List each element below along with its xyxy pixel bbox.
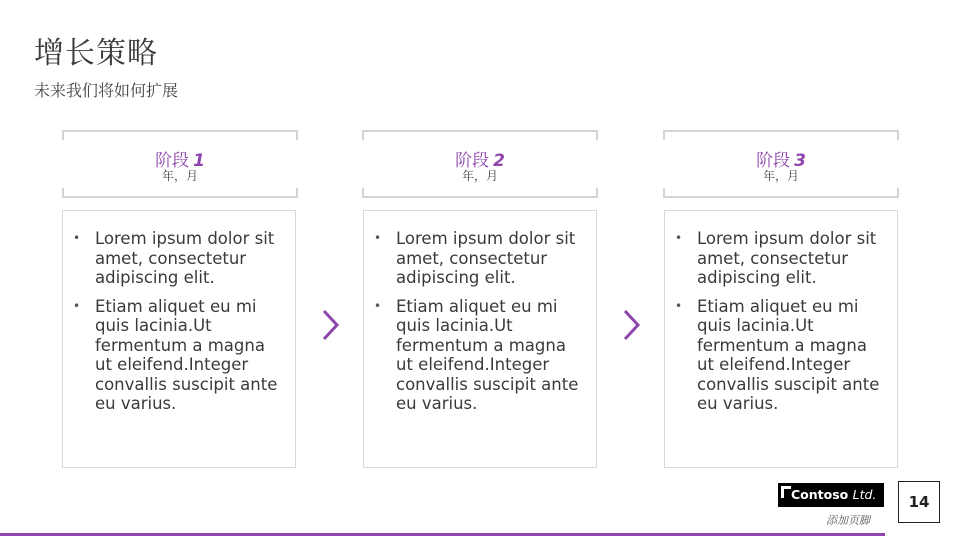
bullet-text: Lorem ipsum dolor sit amet, consectetur adipiscing elit. <box>396 229 576 287</box>
company-logo <box>778 483 884 507</box>
stage-number: 1 <box>193 151 205 171</box>
list-item <box>374 229 586 288</box>
stage-number: 2 <box>493 151 505 171</box>
page-number: 14 <box>898 481 940 523</box>
bullet-icon: • <box>73 298 81 313</box>
list-item <box>73 297 285 414</box>
list-item <box>374 297 586 414</box>
footer-text: 添加页脚 <box>826 514 870 527</box>
bullet-text: Etiam aliquet eu mi quis lacinia.Ut fermentum a magna ut eleifend.Integer convallis suscipit ante eu varius. <box>95 296 278 413</box>
logo-brand: Contoso <box>791 487 849 502</box>
chevron-right-icon <box>321 308 341 342</box>
stage-date: 年，月 <box>461 169 498 183</box>
stage-label-text: 阶段 <box>155 151 190 171</box>
stage-label-text: 阶段 <box>455 151 490 171</box>
stage-label-text: 阶段 <box>756 151 791 171</box>
stage-header-2 <box>362 130 598 198</box>
list-item <box>675 297 887 414</box>
stage-card-2 <box>363 210 597 468</box>
stage-card-3 <box>664 210 898 468</box>
bottom-divider <box>0 533 885 536</box>
bullet-icon: • <box>675 231 683 245</box>
slide-title: 增长策略 <box>34 36 158 71</box>
stage-header-3 <box>663 130 899 198</box>
slide-subtitle: 未来我们将如何扩展 <box>34 81 179 100</box>
bullet-icon: • <box>374 231 382 245</box>
stage-number: 3 <box>794 151 806 171</box>
stage-header-1 <box>62 130 298 198</box>
bullet-icon: • <box>675 298 683 313</box>
stage-date: 年，月 <box>762 169 799 183</box>
bullet-list <box>364 211 596 414</box>
bullet-text: Lorem ipsum dolor sit amet, consectetur adipiscing elit. <box>95 229 275 287</box>
list-item <box>73 229 285 288</box>
bullet-text: Lorem ipsum dolor sit amet, consectetur adipiscing elit. <box>697 229 877 287</box>
bullet-text: Etiam aliquet eu mi quis lacinia.Ut fermentum a magna ut eleifend.Integer convallis suscipit ante eu varius. <box>396 296 579 413</box>
stage-date: 年，月 <box>161 169 198 183</box>
bullet-icon: • <box>374 298 382 313</box>
stage-card-1 <box>62 210 296 468</box>
bullet-list <box>63 211 295 414</box>
chevron-right-icon <box>622 308 642 342</box>
bullet-list <box>665 211 897 414</box>
logo-suffix: Ltd. <box>852 487 877 502</box>
list-item <box>675 229 887 288</box>
bullet-icon: • <box>73 231 81 245</box>
bullet-text: Etiam aliquet eu mi quis lacinia.Ut fermentum a magna ut eleifend.Integer convallis suscipit ante eu varius. <box>697 296 880 413</box>
